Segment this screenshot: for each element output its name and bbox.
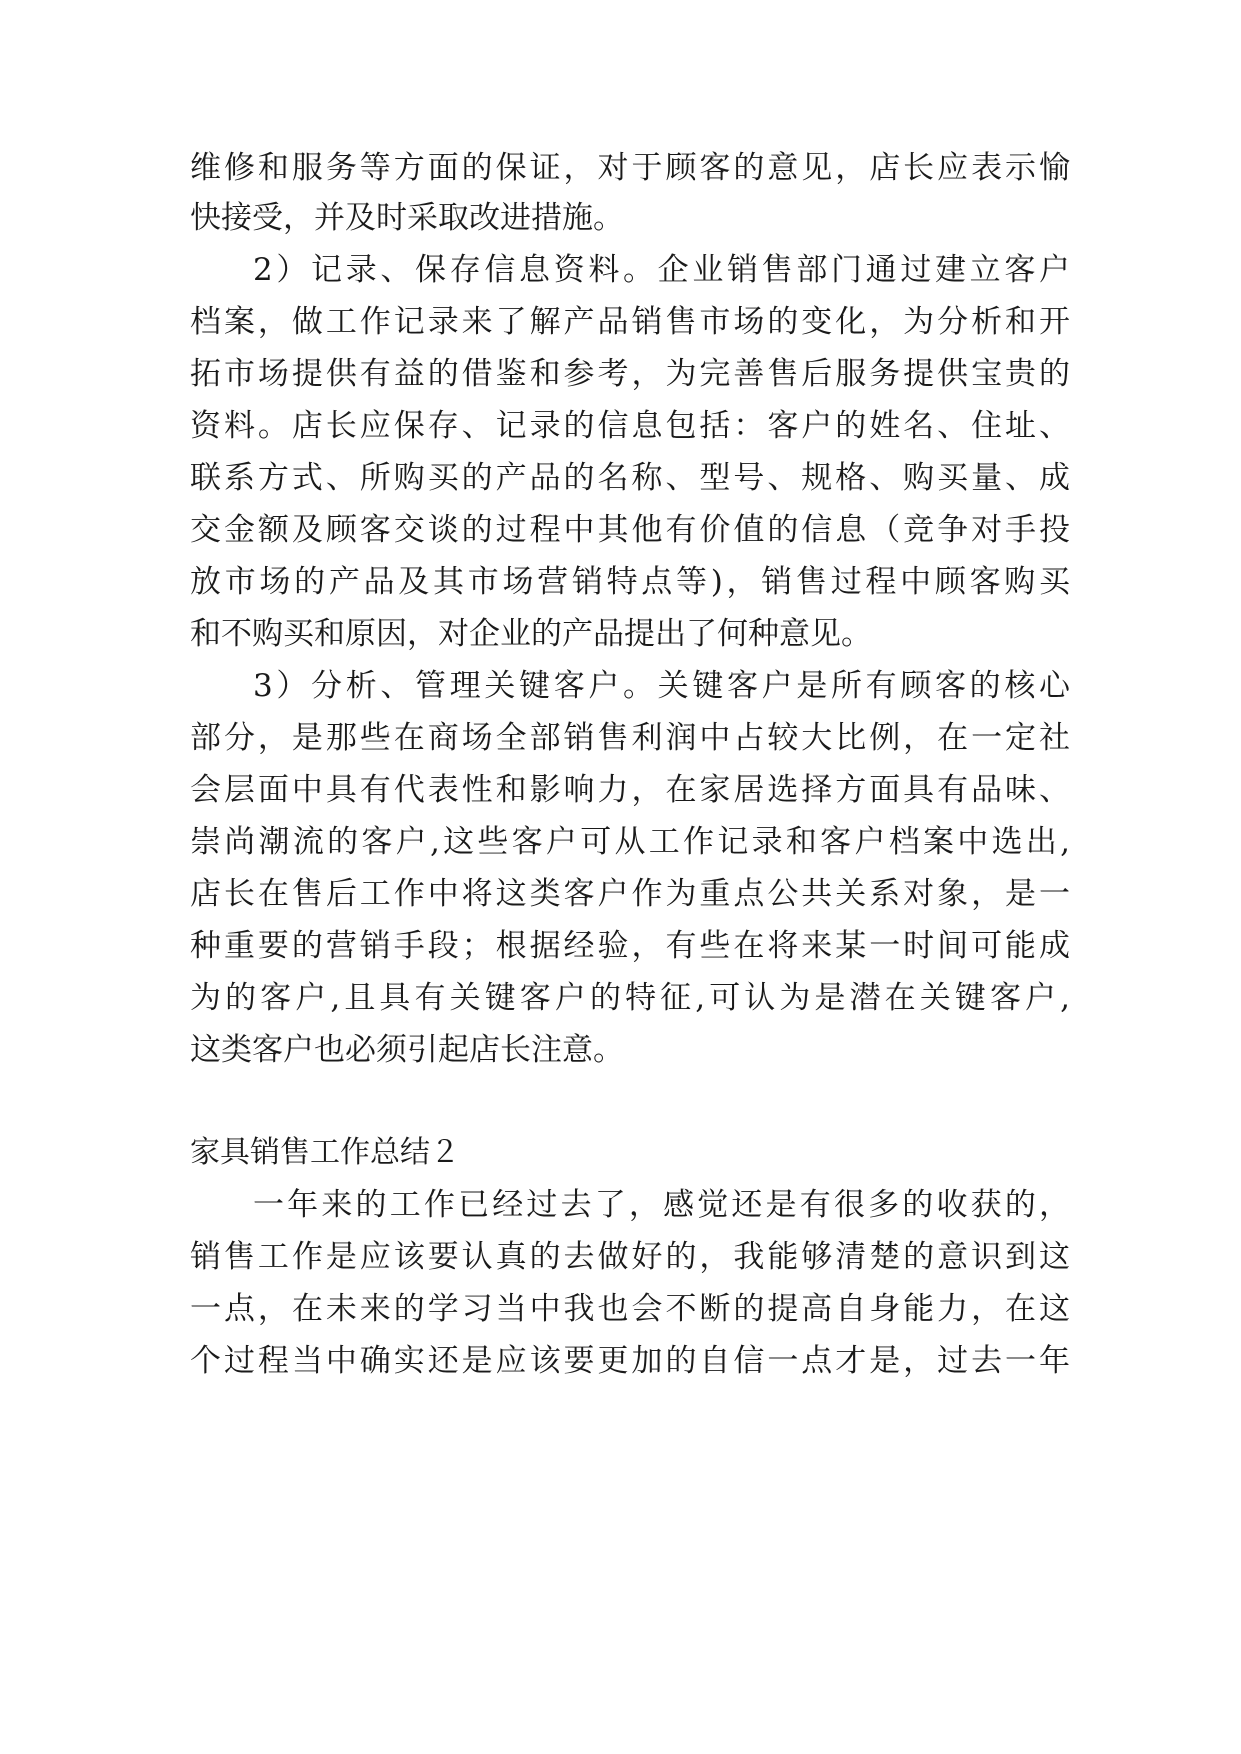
paragraph-2-line-1: 2）记录、保存信息资料。企业销售部门通过建立客户 xyxy=(253,252,1070,288)
paragraph-2-line-5: 联系方式、所购买的产品的名称、型号、规格、购买量、成 xyxy=(190,460,1070,496)
paragraph-1-line-2: 快接受，并及时采取改进措施。 xyxy=(190,200,624,236)
paragraph-3-line-5: 店长在售后工作中将这类客户作为重点公共关系对象，是一 xyxy=(190,876,1070,912)
paragraph-2-line-2: 档案，做工作记录来了解产品销售市场的变化，为分析和开 xyxy=(190,304,1070,340)
paragraph-3-line-4: 崇尚潮流的客户,这些客户可从工作记录和客户档案中选出, xyxy=(190,824,1070,860)
paragraph-2-line-4: 资料。店长应保存、记录的信息包括：客户的姓名、住址、 xyxy=(190,408,1070,444)
paragraph-2-line-7: 放市场的产品及其市场营销特点等)，销售过程中顾客购买 xyxy=(190,564,1070,600)
paragraph-4-line-2: 销售工作是应该要认真的去做好的，我能够清楚的意识到这 xyxy=(190,1239,1070,1275)
paragraph-2-line-3: 拓市场提供有益的借鉴和参考，为完善售后服务提供宝贵的 xyxy=(190,356,1070,392)
paragraph-3-line-2: 部分，是那些在商场全部销售利润中占较大比例，在一定社 xyxy=(190,720,1070,756)
paragraph-3-line-3: 会层面中具有代表性和影响力，在家居选择方面具有品味、 xyxy=(190,772,1070,808)
paragraph-3-line-7: 为的客户,且具有关键客户的特征,可认为是潜在关键客户, xyxy=(190,980,1070,1016)
paragraph-4-line-4: 个过程当中确实还是应该要更加的自信一点才是，过去一年 xyxy=(190,1343,1070,1379)
paragraph-3-line-1: 3）分析、管理关键客户。关键客户是所有顾客的核心 xyxy=(253,668,1070,704)
section-heading: 家具销售工作总结２ xyxy=(190,1135,460,1170)
paragraph-4-line-3: 一点，在未来的学习当中我也会不断的提高自身能力，在这 xyxy=(190,1291,1070,1327)
paragraph-3-line-6: 种重要的营销手段；根据经验，有些在将来某一时间可能成 xyxy=(190,928,1070,964)
paragraph-2-line-8: 和不购买和原因，对企业的产品提出了何种意见。 xyxy=(190,616,872,652)
paragraph-4-line-1: 一年来的工作已经过去了，感觉还是有很多的收获的， xyxy=(253,1187,1070,1223)
paragraph-2-line-6: 交金额及顾客交谈的过程中其他有价值的信息（竞争对手投 xyxy=(190,512,1070,548)
paragraph-3-line-8: 这类客户也必须引起店长注意。 xyxy=(190,1032,624,1068)
paragraph-1-line-1: 维修和服务等方面的保证，对于顾客的意见，店长应表示愉 xyxy=(190,150,1070,186)
